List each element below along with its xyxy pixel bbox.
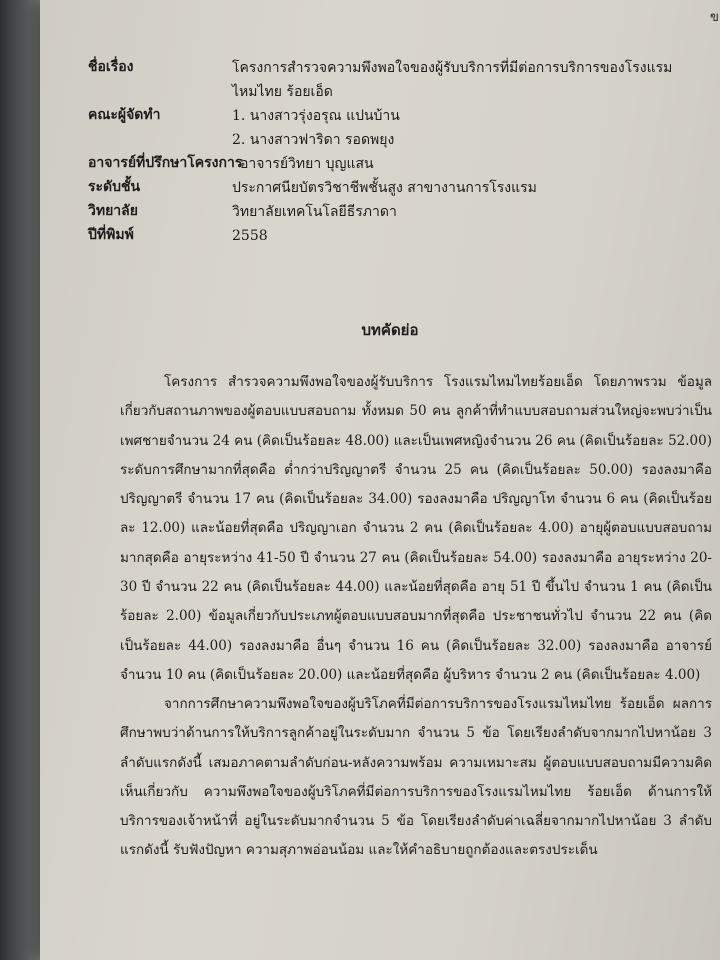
advisor-label: อาจารย์ที่ปรึกษาโครงการ — [88, 155, 243, 171]
abstract-heading: บทคัดย่อ — [361, 321, 419, 339]
college-label: วิทยาลัย — [88, 203, 138, 219]
year-row — [88, 224, 688, 248]
abstract-paragraph-1: โครงการ สำรวจความพึงพอใจของผู้รับบริการ โรงแรมไหมไทยร้อยเอ็ด โดยภาพรวม ข้อมูลเกี่ยวกับสถานภาพของผู้ตอบแบบสอบถาม ทั้งหมด 50 คน ลูกค้าที่ทำแบบสอบถามส่วนใหญ่จะพบว่าเป็นเพศชายจำนวน 24 คน (คิดเป็นร้อยละ 48.00) และเป็นเพศหญิงจำนวน 26 คน (คิดเป็นร้อยละ 52.00) ระดับการศึกษามากที่สุดคือ ต่ำกว่าปริญญาตรี จำนวน 25 คน (คิดเป็นร้อยละ 50.00) รองลงมาคือ ปริญญาตรี จำนวน 17 คน (คิดเป็นร้อยละ 34.00) รองลงมาคือ ปริญญาโท จำนวน 6 คน (คิดเป็นร้อยละ 12.00) และน้อยที่สุดคือ ปริญญาเอก จำนวน 2 คน (คิดเป็นร้อยละ 4.00) อายุผู้ตอบแบบสอบถามมากสุดคือ อายุระหว่าง 41-50 ปี จำนวน 27 คน (คิดเป็นร้อยละ 54.00) รองลงมาคือ อายุระหว่าง 20-30 ปี จำนวน 22 คน (คิดเป็นร้อยละ 44.00) และน้อยที่สุดคือ อายุ 51 ปี ขึ้นไป จำนวน 1 คน (คิดเป็นร้อยละ 2.00) ข้อมูลเกี่ยวกับประเภทผู้ตอบแบบสอบมากที่สุดคือ ประชาชนทั่วไป จำนวน 22 คน (คิดเป็นร้อยละ 44.00) รองลงมาคือ อื่นๆ จำนวน 16 คน (คิดเป็นร้อยละ 32.00) รองลงมาคือ อาจารย์ จำนวน 10 คน (คิดเป็นร้อยละ 20.00) และน้อยที่สุดคือ ผู้บริหาร จำนวน 2 คน (คิดเป็นร้อยละ 4.00) — [120, 374, 712, 683]
title-value: โครงการสำรวจความพึงพอใจของผู้รับบริการที่มีต่อการบริการของโรงแรมไหมไทย ร้อยเอ็ด — [232, 60, 673, 100]
advisor-row — [88, 152, 688, 176]
title-label: ชื่อเรื่อง — [88, 59, 134, 75]
author-2-row — [88, 128, 688, 152]
advisor-value: อาจารย์วิทยา บุญแสน — [240, 156, 374, 172]
document-page — [40, 0, 720, 960]
level-value: ประกาศนียบัตรวิชาชีพชั้นสูง สาขางานการโรงแรม — [232, 180, 537, 196]
college-row — [88, 200, 688, 224]
page-number: ข — [710, 10, 719, 25]
author-1: 1. นางสาวรุ่งอรุณ แปนบ้าน — [232, 108, 400, 124]
year-label: ปีที่พิมพ์ — [88, 227, 134, 243]
authors-row — [88, 104, 688, 128]
author-2: 2. นางสาวฟาริดา รอดพยุง — [232, 132, 395, 148]
metadata-block — [88, 56, 688, 248]
college-value: วิทยาลัยเทคโนโลยีธีรภาดา — [232, 204, 397, 220]
level-label: ระดับชั้น — [88, 179, 141, 195]
level-row — [88, 176, 688, 200]
book-binding-edge — [0, 0, 40, 960]
year-value: 2558 — [232, 228, 268, 244]
authors-label: คณะผู้จัดทำ — [88, 107, 161, 123]
abstract-paragraph-2: จากการศึกษาความพึงพอใจของผู้บริโภคที่มีต่อการบริการของโรงแรมไหมไทย ร้อยเอ็ด ผลการศึกษาพบว่าด้านการให้บริการลูกค้าอยู่ในระดับมาก จำนวน 5 ข้อ โดยเรียงลำดับจากมากไปหาน้อย 3 ลำดับแรกดังนี้ เสมอภาคตามลำดับก่อน-หลังความพร้อม ความเหมาะสม ผู้ตอบแบบสอบถามมีความคิดเห็นเกี่ยวกับ ความพึงพอใจของผู้บริโภคที่มีต่อการบริการของโรงแรมไหมไทย ร้อยเอ็ด ด้านการให้บริการของเจ้าหน้าที่ อยู่ในระดับมากจำนวน 5 ข้อ โดยเรียงลำดับค่าเฉลี่ยจากมากไปหาน้อย 3 ลำดับแรกดังนี้ รับฟังปัญหา ความสุภาพอ่อนน้อม และให้คำอธิบายถูกต้องและตรงประเด็น — [120, 696, 712, 859]
title-row — [88, 56, 688, 104]
